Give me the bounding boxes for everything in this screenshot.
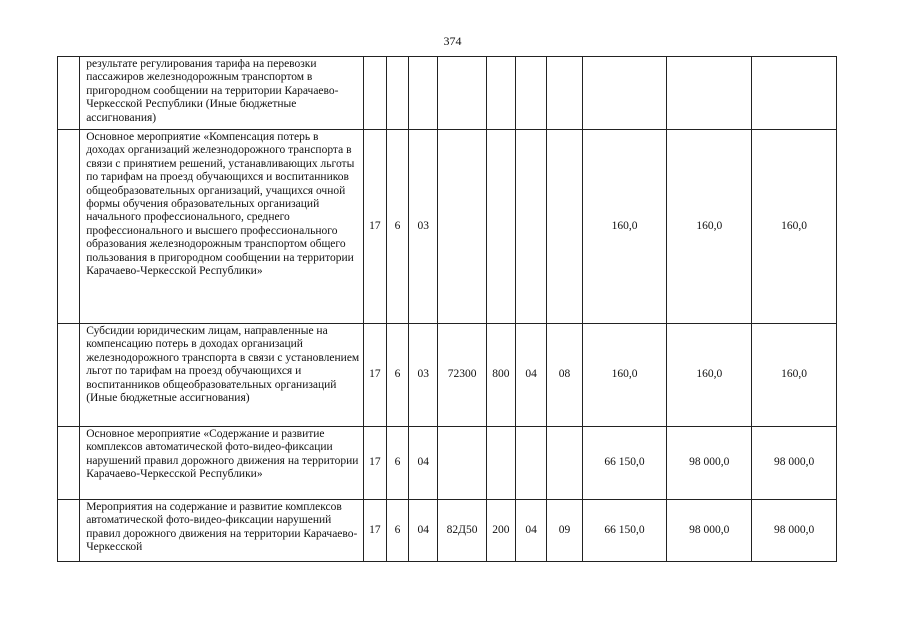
amount-cell: 66 150,0 [582, 427, 667, 500]
code-cell [486, 130, 515, 324]
amount-cell: 160,0 [582, 324, 667, 427]
code-cell: 04 [409, 500, 438, 562]
code-cell [547, 57, 582, 130]
code-cell [486, 427, 515, 500]
amount-cell: 160,0 [667, 324, 752, 427]
code-cell: 03 [409, 324, 438, 427]
amount-cell: 98 000,0 [752, 500, 837, 562]
code-cell: 6 [386, 130, 408, 324]
amount-cell: 160,0 [582, 130, 667, 324]
code-cell [438, 57, 486, 130]
code-cell [547, 130, 582, 324]
code-cell [486, 57, 515, 130]
code-cell: 04 [409, 427, 438, 500]
budget-table [57, 56, 837, 562]
code-cell [516, 130, 547, 324]
amount-cell: 98 000,0 [667, 500, 752, 562]
amount-cell [582, 57, 667, 130]
description-cell: Основное мероприятие «Содержание и развитие комплексов автоматической фото-видео-фиксации нарушений правил дорожного движения на территории Карачаево-Черкесской Республики» [80, 427, 364, 500]
code-cell: 04 [516, 324, 547, 427]
amount-cell [752, 57, 837, 130]
code-cell: 800 [486, 324, 515, 427]
code-cell: 03 [409, 130, 438, 324]
code-cell: 09 [547, 500, 582, 562]
code-cell: 17 [363, 427, 386, 500]
code-cell: 17 [363, 324, 386, 427]
amount-cell: 160,0 [667, 130, 752, 324]
code-cell: 08 [547, 324, 582, 427]
code-cell [438, 427, 486, 500]
amount-cell: 160,0 [752, 324, 837, 427]
amount-cell: 98 000,0 [752, 427, 837, 500]
description-cell: Мероприятия на содержание и развитие комплексов автоматической фото-видео-фиксации нарушений правил дорожного движения на территории Карачаево-Черкесской [80, 500, 364, 562]
row-number-cell [58, 500, 80, 562]
description-cell: Основное мероприятие «Компенсация потерь в доходах организаций железнодорожного транспорта в связи с принятием решений, устанавливающих льготы по тарифам на проезд обучающихся и воспитанников общеобразовательных организаций, учащихся очной формы обучения образовательных организаций начального профессионального, среднего профессионального и высшего профессионального образования железнодорожным транспортом общего пользования в пригородном сообщении на территории Карачаево-Черкесской Республики» [80, 130, 364, 324]
code-cell: 72300 [438, 324, 486, 427]
page-number: 374 [443, 34, 462, 48]
code-cell [516, 57, 547, 130]
code-cell: 200 [486, 500, 515, 562]
amount-cell: 160,0 [752, 130, 837, 324]
description-cell: результате регулирования тарифа на перевозки пассажиров железнодорожным транспортом в пригородном сообщении на территории Карачаево-Черкесской Республики (Иные бюджетные ассигнования) [80, 57, 364, 130]
code-cell [438, 130, 486, 324]
amount-cell [667, 57, 752, 130]
amount-cell: 98 000,0 [667, 427, 752, 500]
code-cell: 04 [516, 500, 547, 562]
code-cell: 82Д50 [438, 500, 486, 562]
code-cell [516, 427, 547, 500]
row-number-cell [58, 324, 80, 427]
table-row [58, 130, 837, 324]
row-number-cell [58, 130, 80, 324]
table-row [58, 57, 837, 130]
table-row [58, 500, 837, 562]
table-row [58, 324, 837, 427]
code-cell: 6 [386, 500, 408, 562]
code-cell [547, 427, 582, 500]
code-cell: 17 [363, 130, 386, 324]
code-cell [409, 57, 438, 130]
code-cell [386, 57, 408, 130]
table-row [58, 427, 837, 500]
code-cell: 6 [386, 427, 408, 500]
amount-cell: 66 150,0 [582, 500, 667, 562]
code-cell: 6 [386, 324, 408, 427]
row-number-cell [58, 57, 80, 130]
row-number-cell [58, 427, 80, 500]
code-cell [363, 57, 386, 130]
code-cell: 17 [363, 500, 386, 562]
description-cell: Субсидии юридическим лицам, направленные на компенсацию потерь в доходах организаций железнодорожного транспорта в связи с установлением льгот по тарифам на проезд обучающихся и воспитанников общеобразовательных организаций (Иные бюджетные ассигнования) [80, 324, 364, 427]
